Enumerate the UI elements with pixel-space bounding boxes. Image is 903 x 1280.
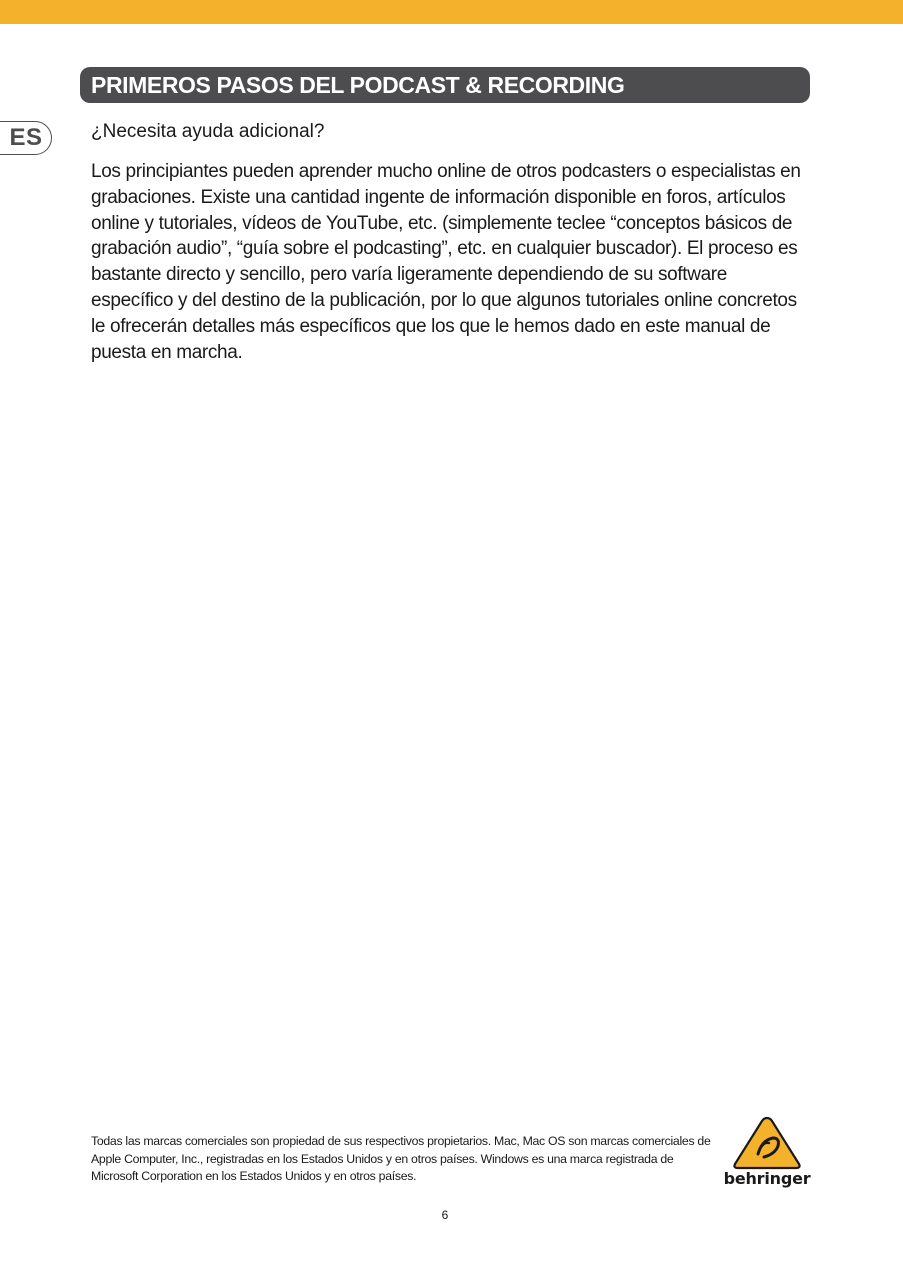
page-number: 6	[441, 1208, 449, 1222]
trademark-notice: Todas las marcas comerciales son propiedad de sus respectivos propietarios. Mac, Mac OS son marcas comerciales de Apple Computer, Inc., registradas en los Estados Unidos y en otros países. Windows es una marca registrada de Microsoft Corporation en los Estados Unidos y en otros países.	[91, 1134, 711, 1183]
behringer-triangle-icon	[718, 1114, 816, 1170]
section-header	[80, 67, 810, 103]
brand-logo-text: behringer	[723, 1169, 811, 1188]
language-tab	[0, 121, 52, 155]
body-paragraph: Los principiantes pueden aprender mucho online de otros podcasters o especialistas en grabaciones. Existe una cantidad ingente de información disponible en foros, artículos online y tutoriales, vídeos de YouTube, etc. (simplemente teclee “conceptos básicos de grabación audio”, “guía sobre el podcasting”, etc. en cualquier buscador). El proceso es bastante directo y sencillo, pero varía ligeramente dependiendo de su software específico y del destino de la publicación, por lo que algunos tutoriales online concretos le ofrecerán detalles más específicos que los que le hemos dado en este manual de puesta en marcha.	[91, 161, 801, 363]
language-tab-label: ES	[9, 124, 43, 151]
brand-logo	[718, 1114, 816, 1192]
section-title: PRIMEROS PASOS DEL PODCAST & RECORDING	[91, 71, 625, 98]
top-accent-bar	[0, 0, 903, 24]
subheading: ¿Necesita ayuda adicional?	[91, 121, 325, 142]
